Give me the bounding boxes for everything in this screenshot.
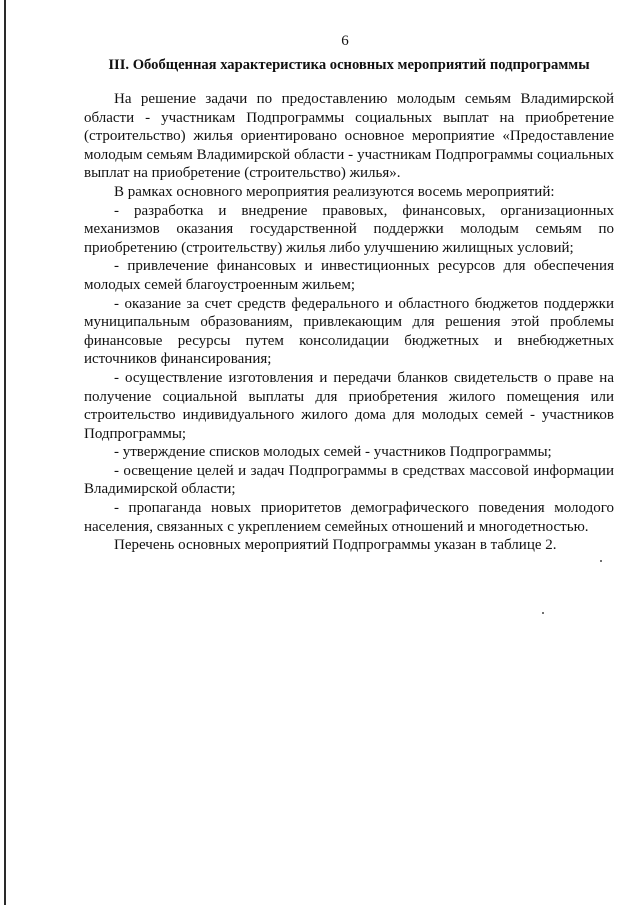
lead-paragraph: В рамках основного мероприятия реализуются восемь мероприятий: bbox=[114, 183, 555, 200]
scan-speck bbox=[542, 612, 544, 614]
document-body bbox=[84, 90, 614, 555]
page-edge-line bbox=[4, 0, 6, 905]
scan-speck bbox=[600, 560, 602, 562]
list-item: - оказание за счет средств федерального и областного бюджетов поддержки муниципальным образованиям, привлекающим для решения этой проблемы финансовые ресурсы путем консолидации бюджетных и внебюджетных источников финансирования; bbox=[84, 295, 614, 368]
closing-paragraph: Перечень основных мероприятий Подпрограммы указан в таблице 2. bbox=[114, 537, 557, 554]
section-title: III. Обобщенная характеристика основных мероприятий подпрограммы bbox=[108, 57, 590, 73]
list-item: - привлечение финансовых и инвестиционных ресурсов для обеспечения молодых семей благоустроенным жильем; bbox=[84, 258, 614, 293]
list-item: - пропаганда новых приоритетов демографического поведения молодого населения, связанных с укреплением семейных отношений и многодетностью. bbox=[84, 500, 614, 535]
list-item: - осуществление изготовления и передачи бланков свидетельств о праве на получение социальной выплаты для приобретения жилого помещения или строительство индивидуального жилого дома для молодых семей - участников Подпрограммы; bbox=[84, 369, 614, 442]
list-item: - освещение целей и задач Подпрограммы в средствах массовой информации Владимирской области; bbox=[84, 462, 614, 498]
list-item: - разработка и внедрение правовых, финансовых, организационных механизмов оказания государственной поддержки молодым семьям по приобретению (строительству) жилья либо улучшению жилищных условий; bbox=[84, 202, 614, 256]
list-item: - утверждение списков молодых семей - участников Подпрограммы; bbox=[114, 444, 552, 461]
intro-paragraph: На решение задачи по предоставлению молодым семьям Владимирской области - участникам Подпрограммы социальных выплат на приобретение (строительство) жилья ориентировано основное мероприятие «Предоставление молодым семьям Владимирской области - участникам Подпрограммы социальных выплат на приобретение (строительство) жилья». bbox=[84, 91, 614, 182]
page-number: 6 bbox=[341, 33, 349, 49]
